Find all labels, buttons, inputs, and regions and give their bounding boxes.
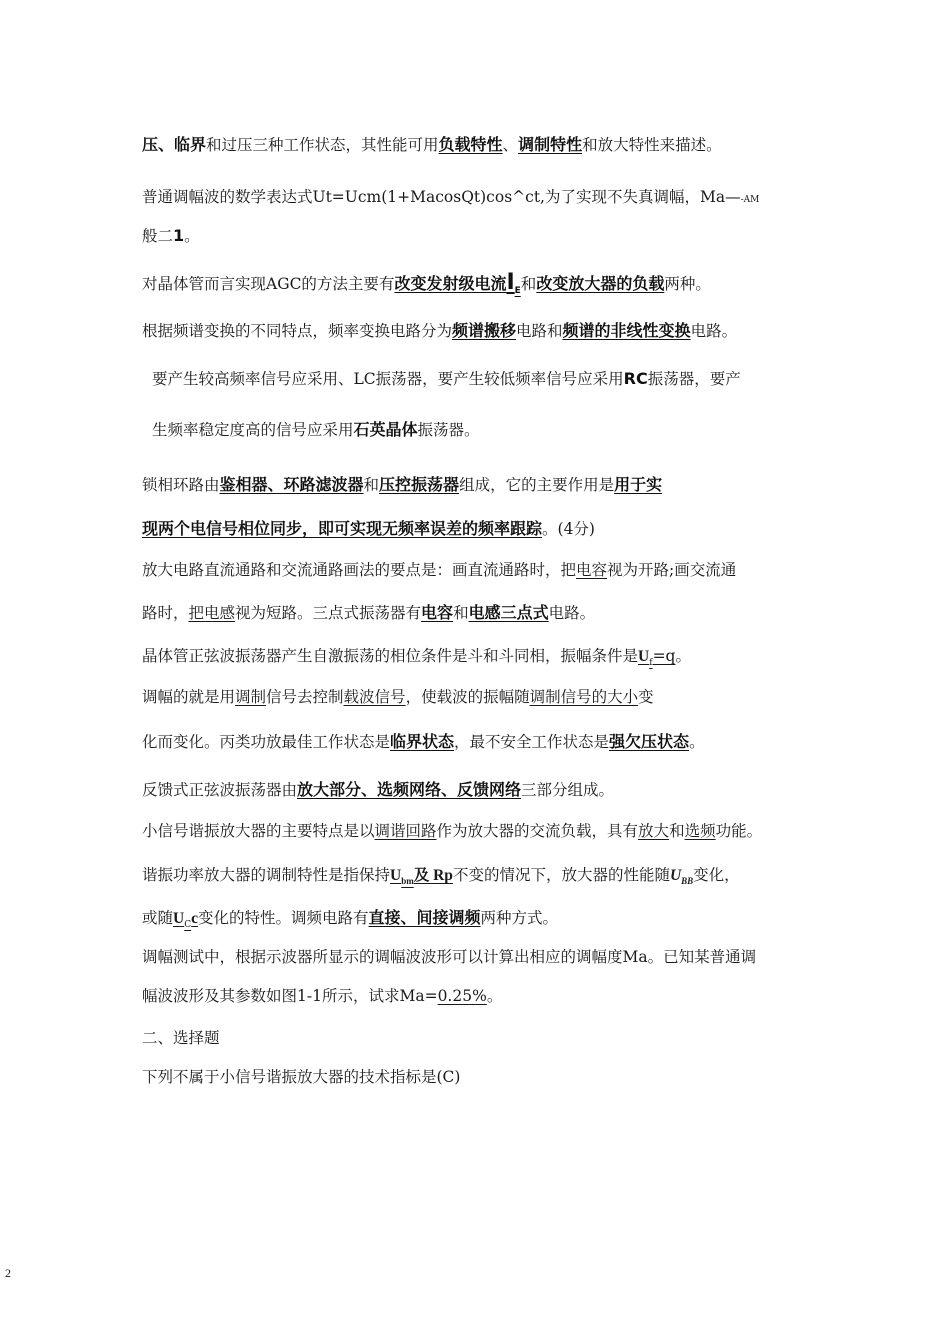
line-17: 谐振功率放大器的调制特性是指保持$U_{bm}$及 Rp不变的情况下，放大器的性能随$U_{BB}$变化，	[142, 866, 740, 887]
line-14: 化而变化。丙类功放最佳工作状态是临界状态，最不安全工作状态是强欠压状态。	[142, 732, 705, 751]
line-18: 或随$U_Cc$变化的特性。调频电路有直接、间接调频两种方式。	[142, 908, 559, 931]
line-3: 般二1。	[142, 226, 200, 245]
line-6: 要产生较高频率信号应采用、LC振荡器，要产生较低频率信号应采用RC振荡器，要产	[152, 369, 741, 388]
line-1: 压、临界和过压三种工作状态，其性能可用负载特性、调制特性和放大特性来描述。	[142, 135, 722, 154]
line-7: 生频率稳定度高的信号应采用石英晶体振荡器。	[152, 420, 480, 439]
line-9: 现两个电信号相位同步，即可实现无频率误差的频率跟踪。(4分)	[142, 519, 595, 538]
line-10: 放大电路直流通路和交流通路画法的要点是：画直流通路时，把电容视为开路;画交流通	[142, 561, 737, 579]
section-heading: 二、选择题	[142, 1029, 220, 1047]
line-15: 反馈式正弦波振荡器由放大部分、选频网络、反馈网络三部分组成。	[142, 780, 615, 799]
line-8: 锁相环路由鉴相器、环路滤波器和压控振荡器组成，它的主要作用是用于实	[142, 475, 663, 494]
line-20: 幅波波形及其参数如图1-1所示，试求Ma=0.25%。	[142, 987, 503, 1005]
line-19: 调幅测试中，根据示波器所显示的调幅波波形可以计算出相应的调幅度Ma。已知某普通调	[142, 948, 757, 966]
line-5: 根据频谱变换的不同特点，频率变换电路分为频谱搬移电路和频谱的非线性变换电路。	[142, 321, 738, 340]
page-number: 2	[5, 1266, 11, 1280]
line-12: 晶体管正弦波振荡器产生自激振荡的相位条件是斗和斗同相，振幅条件是$U_f=q$。	[142, 647, 691, 669]
line-13: 调幅的就是用调制信号去控制载波信号，使载波的振幅随调制信号的大小变	[142, 688, 654, 706]
line-11: 路时，把电感视为短路。三点式振荡器有电容和电感三点式电路。	[142, 603, 596, 622]
question-1: 下列不属于小信号谐振放大器的技术指标是(C)	[142, 1068, 461, 1086]
line-4: 对晶体管而言实现AGC的方法主要有改变发射级电流$I_E$和改变放大器的负载两种。	[142, 270, 711, 297]
line-2: 普通调幅波的数学表达式Ut=Ucm(1+MacosQt)cos^ct,为了实现不失真调幅，Ma—-AM	[142, 188, 760, 206]
line-16: 小信号谐振放大器的主要特点是以调谐回路作为放大器的交流负载，具有放大和选频功能。	[142, 822, 763, 840]
